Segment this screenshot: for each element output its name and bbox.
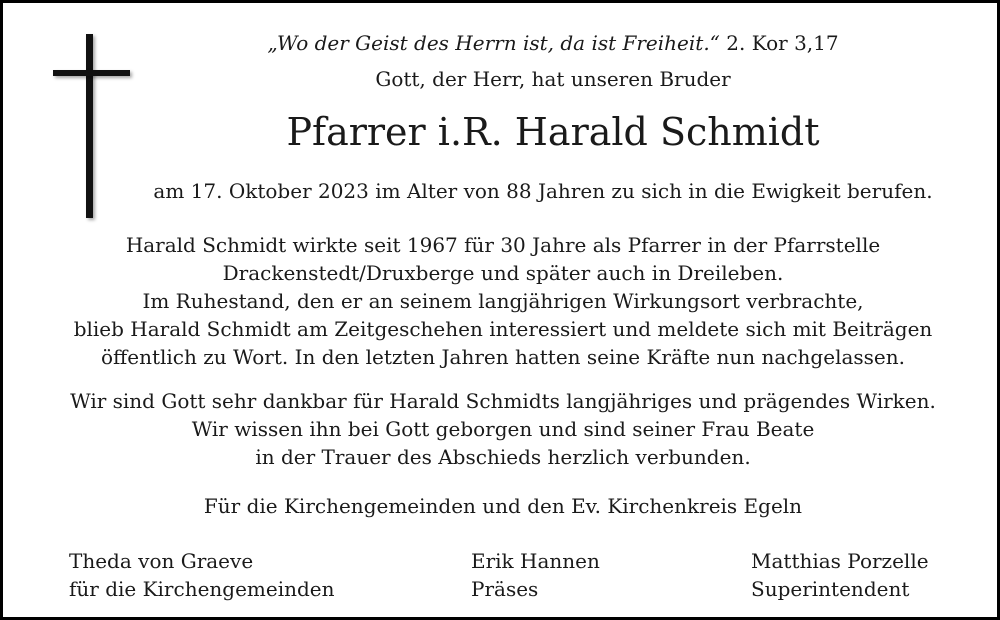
- quote-reference: 2. Kor 3,17: [726, 31, 839, 55]
- paragraph-line: Wir wissen ihn bei Gott geborgen und sind seiner Frau Beate: [191, 417, 815, 441]
- signature-role: Superintendent: [751, 577, 910, 601]
- paragraph-line: öffentlich zu Wort. In den letzten Jahren hatten seine Kräfte nun nachgelassen.: [101, 345, 905, 369]
- signature-block: [69, 547, 335, 603]
- signature-name: Matthias Porzelle: [751, 549, 929, 573]
- paragraph-line: blieb Harald Schmidt am Zeitgeschehen interessiert und meldete sich mit Beiträgen: [73, 317, 933, 341]
- quote-text: „Wo der Geist des Herrn ist, da ist Freiheit.“: [267, 31, 720, 55]
- signature-block: [471, 547, 600, 603]
- cross-vertical-bar: [86, 34, 93, 218]
- intro-line: Gott, der Herr, hat unseren Bruder: [375, 67, 731, 91]
- closing-line: Für die Kirchengemeinden und den Ev. Kirchenkreis Egeln: [203, 494, 803, 518]
- gratitude-paragraph: [23, 387, 983, 471]
- signature-name: Erik Hannen: [471, 549, 600, 573]
- paragraph-line: in der Trauer des Abschieds herzlich verbunden.: [255, 445, 751, 469]
- signature-role: Präses: [471, 577, 539, 601]
- signature-block: [751, 547, 929, 603]
- cross-horizontal-bar: [53, 70, 130, 76]
- paragraph-line: Drackenstedt/Druxberge und später auch in Dreileben.: [222, 261, 784, 285]
- death-line: am 17. Oktober 2023 im Alter von 88 Jahren zu sich in die Ewigkeit berufen.: [153, 179, 933, 203]
- signature-role: für die Kirchengemeinden: [69, 577, 335, 601]
- bible-quote: [163, 31, 943, 55]
- deceased-name: Pfarrer i.R. Harald Schmidt: [286, 110, 820, 154]
- paragraph-line: Wir sind Gott sehr dankbar für Harald Schmidts langjähriges und prägendes Wirken.: [70, 389, 936, 413]
- signature-name: Theda von Graeve: [69, 549, 254, 573]
- paragraph-line: Im Ruhestand, den er an seinem langjährigen Wirkungsort verbrachte,: [142, 289, 864, 313]
- paragraph-line: Harald Schmidt wirkte seit 1967 für 30 Jahre als Pfarrer in der Pfarrstelle: [125, 233, 881, 257]
- biography-paragraph: [23, 231, 983, 371]
